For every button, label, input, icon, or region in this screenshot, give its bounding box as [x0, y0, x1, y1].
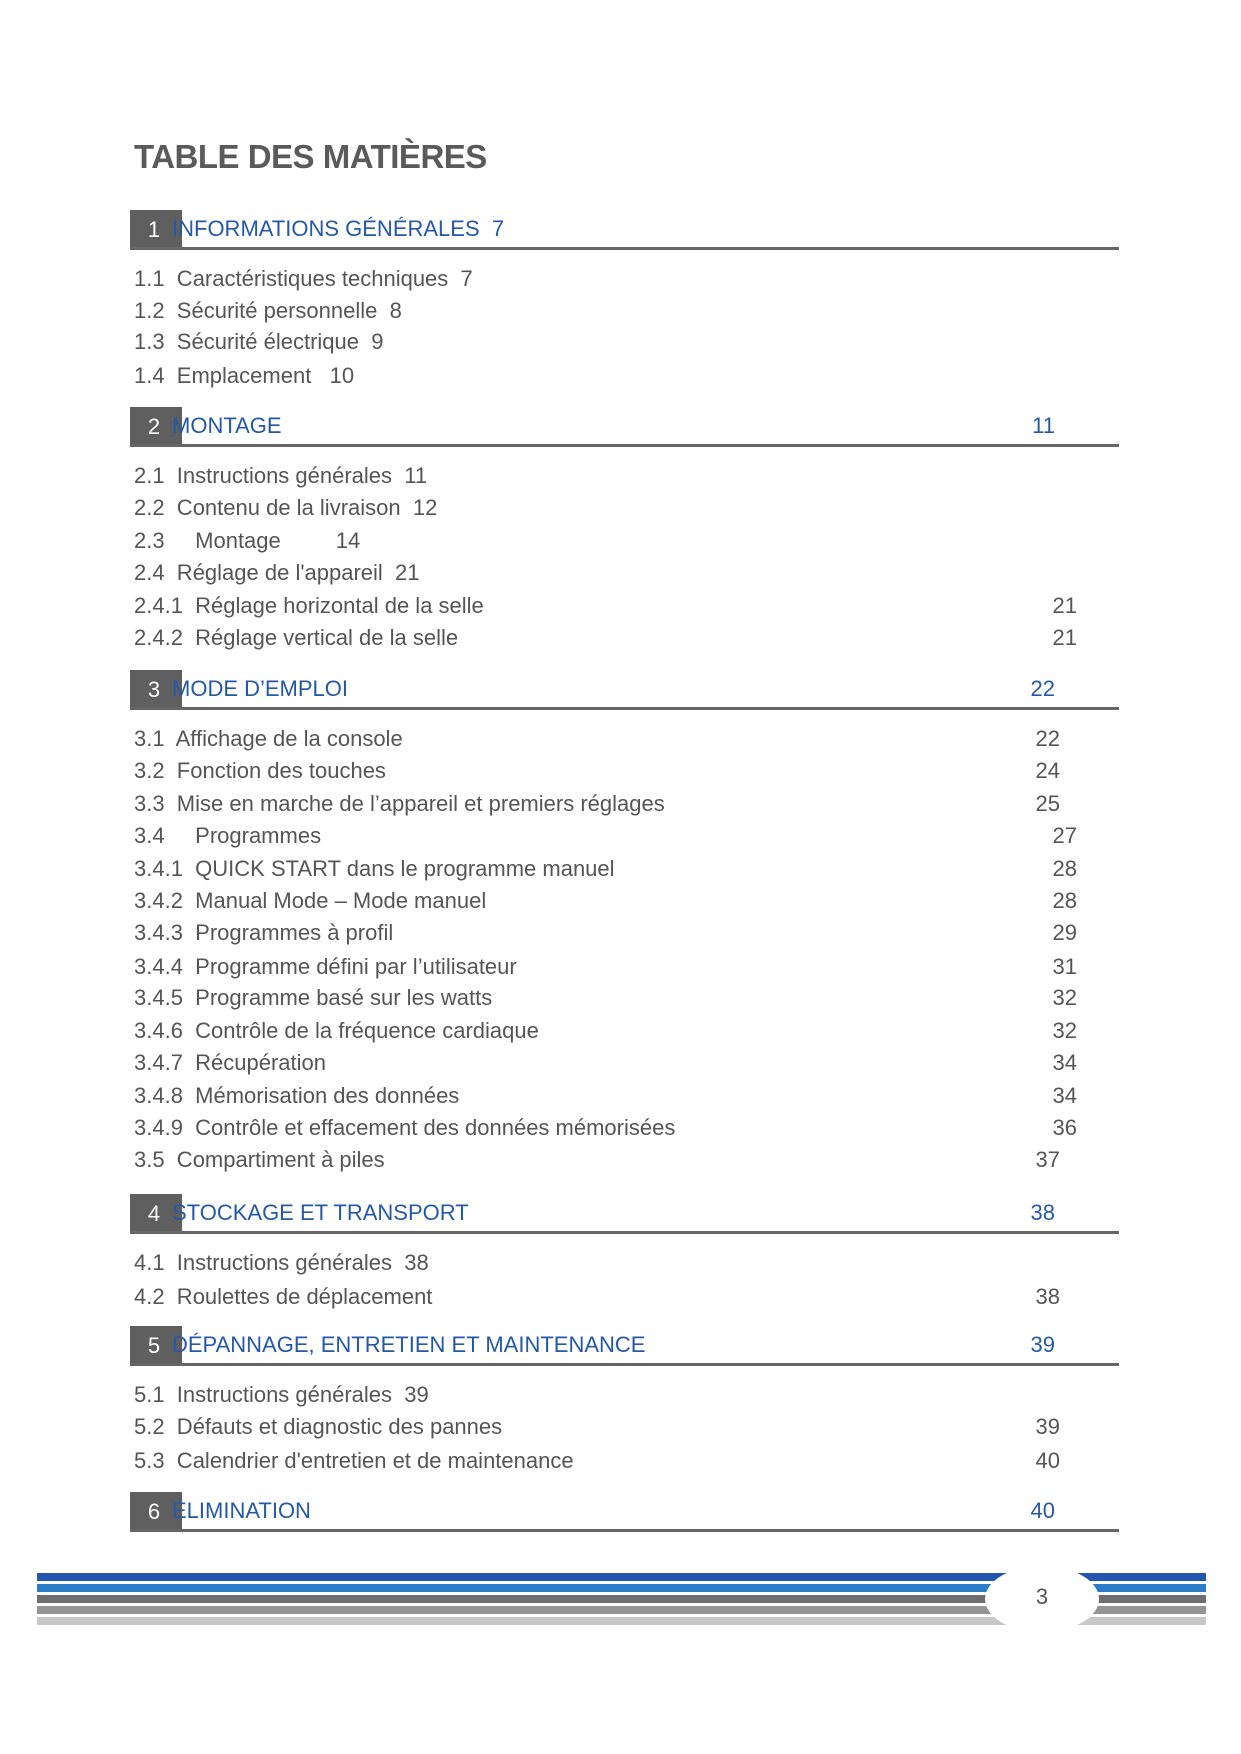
entry-title: 3.4.9 Contrôle et effacement des données mémorisées — [134, 1115, 676, 1140]
section-number: 4 — [130, 1194, 182, 1232]
section-divider — [130, 1529, 1119, 1532]
toc-entry[interactable] — [134, 1083, 1084, 1111]
entry-title: 2.2 Contenu de la livraison 12 — [134, 495, 438, 520]
section-page: 38 — [1030, 1200, 1055, 1225]
entry-title: 3.2 Fonction des touches — [134, 758, 386, 783]
toc-entry[interactable] — [134, 1414, 1084, 1442]
entry-title: 3.4.2 Manual Mode – Mode manuel — [134, 888, 487, 913]
entry-title: 3.4.7 Récupération — [134, 1050, 327, 1075]
entry-page: 21 — [1052, 625, 1077, 650]
entry-title: 2.4.2 Réglage vertical de la selle — [134, 625, 459, 650]
section-page: 40 — [1030, 1498, 1055, 1523]
toc-entry[interactable] — [134, 726, 1084, 754]
section-header[interactable] — [130, 1492, 1119, 1530]
entry-title: 3.4.5 Programme basé sur les watts — [134, 985, 493, 1010]
entry-title: 5.1 Instructions générales 39 — [134, 1382, 429, 1407]
toc-entry[interactable] — [134, 920, 1084, 948]
entry-page: 29 — [1052, 920, 1077, 945]
toc-entry[interactable] — [134, 985, 1084, 1013]
toc-entry[interactable] — [134, 560, 1084, 588]
section-number: 3 — [130, 670, 182, 708]
section-title[interactable]: MONTAGE — [172, 413, 282, 438]
entry-title: 5.3 Calendrier d'entretien et de maintenance — [134, 1448, 574, 1473]
entry-page: 32 — [1052, 1018, 1077, 1043]
entry-page: 28 — [1052, 888, 1077, 913]
section-number: 6 — [130, 1492, 182, 1530]
entry-page: 32 — [1052, 985, 1077, 1010]
entry-title: 3.4.1 QUICK START dans le programme manuel — [134, 856, 615, 881]
section-divider — [130, 247, 1119, 250]
toc-entry[interactable] — [134, 1448, 1084, 1476]
toc-entry[interactable] — [134, 1250, 1084, 1278]
entry-page: 38 — [1035, 1284, 1060, 1309]
entry-title: 3.5 Compartiment à piles — [134, 1147, 385, 1172]
section-page: 22 — [1030, 676, 1055, 701]
toc-entry[interactable] — [134, 1018, 1084, 1046]
toc-entry[interactable] — [134, 528, 1084, 556]
entry-title: 3.4.3 Programmes à profil — [134, 920, 394, 945]
entry-page: 24 — [1035, 758, 1060, 783]
entry-title: 3.1 Affichage de la console — [134, 726, 403, 751]
toc-entry[interactable] — [134, 363, 1084, 391]
toc-entry[interactable] — [134, 954, 1084, 982]
section-page: 39 — [1030, 1332, 1055, 1357]
entry-page: 27 — [1052, 823, 1077, 848]
entry-title: 4.2 Roulettes de déplacement — [134, 1284, 433, 1309]
entry-page: 28 — [1052, 856, 1077, 881]
entry-title: 3.4.4 Programme défini par l’utilisateur — [134, 954, 517, 979]
toc-entry[interactable] — [134, 329, 1084, 357]
entry-title: 2.3 Montage 14 — [134, 528, 361, 553]
section-header[interactable] — [130, 210, 1119, 248]
section-title[interactable]: INFORMATIONS GÉNÉRALES 7 — [172, 216, 505, 241]
section-header[interactable] — [130, 1194, 1119, 1232]
section-page: 11 — [1032, 413, 1055, 438]
entry-title: 1.1 Caractéristiques techniques 7 — [134, 266, 473, 291]
section-title[interactable]: MODE D’EMPLOI — [172, 676, 349, 701]
entry-page: 22 — [1035, 726, 1060, 751]
entry-page: 34 — [1052, 1050, 1077, 1075]
section-number: 2 — [130, 407, 182, 445]
toc-entry[interactable] — [134, 1284, 1084, 1312]
toc-entry[interactable] — [134, 495, 1084, 523]
section-divider — [130, 1363, 1119, 1366]
section-divider — [130, 707, 1119, 710]
toc-entry[interactable] — [134, 888, 1084, 916]
entry-title: 3.3 Mise en marche de l’appareil et premiers réglages — [134, 791, 665, 816]
toc-entry[interactable] — [134, 1382, 1084, 1410]
section-number: 1 — [130, 210, 182, 248]
section-title[interactable]: STOCKAGE ET TRANSPORT — [172, 1200, 469, 1225]
section-title[interactable]: DÉPANNAGE, ENTRETIEN ET MAINTENANCE — [172, 1332, 646, 1357]
entry-title: 2.1 Instructions générales 11 — [134, 463, 428, 488]
entry-title: 2.4 Réglage de l'appareil 21 — [134, 560, 420, 585]
section-title[interactable]: ÉLIMINATION — [172, 1498, 311, 1523]
toc-entry[interactable] — [134, 1050, 1084, 1078]
entry-page: 40 — [1035, 1448, 1060, 1473]
entry-title: 5.2 Défauts et diagnostic des pannes — [134, 1414, 503, 1439]
section-header[interactable] — [130, 670, 1119, 708]
toc-entry[interactable] — [134, 791, 1084, 819]
entry-title: 4.1 Instructions générales 38 — [134, 1250, 429, 1275]
entry-page: 36 — [1052, 1115, 1077, 1140]
page-number: 3 — [1035, 1584, 1049, 1609]
section-header[interactable] — [130, 407, 1119, 445]
section-number: 5 — [130, 1326, 182, 1364]
entry-title: 2.4.1 Réglage horizontal de la selle — [134, 593, 484, 618]
toc-entry[interactable] — [134, 625, 1084, 653]
entry-title: 3.4.6 Contrôle de la fréquence cardiaque — [134, 1018, 539, 1043]
entry-page: 34 — [1052, 1083, 1077, 1108]
section-header[interactable] — [130, 1326, 1119, 1364]
entry-title: 1.4 Emplacement 10 — [134, 363, 355, 388]
entry-page: 25 — [1035, 791, 1060, 816]
entry-page: 39 — [1035, 1414, 1060, 1439]
toc-entry[interactable] — [134, 1147, 1084, 1175]
section-divider — [130, 1231, 1119, 1234]
toc-entry[interactable] — [134, 298, 1084, 326]
toc-entry[interactable] — [134, 593, 1084, 621]
entry-title: 1.2 Sécurité personnelle 8 — [134, 298, 402, 323]
entry-title: 1.3 Sécurité électrique 9 — [134, 329, 384, 354]
entry-page: 37 — [1035, 1147, 1060, 1172]
entry-title: 3.4 Programmes — [134, 823, 322, 848]
toc-entry[interactable] — [134, 266, 1084, 294]
entry-page: 31 — [1052, 954, 1077, 979]
entry-page: 21 — [1052, 593, 1077, 618]
toc-entry[interactable] — [134, 1115, 1084, 1143]
page-title: TABLE DES MATIÈRES — [134, 138, 487, 175]
toc-entry[interactable] — [134, 823, 1084, 851]
toc-entry[interactable] — [134, 758, 1084, 786]
toc-entry[interactable] — [134, 463, 1084, 491]
toc-entry[interactable] — [134, 856, 1084, 884]
entry-title: 3.4.8 Mémorisation des données — [134, 1083, 460, 1108]
section-divider — [130, 444, 1119, 447]
